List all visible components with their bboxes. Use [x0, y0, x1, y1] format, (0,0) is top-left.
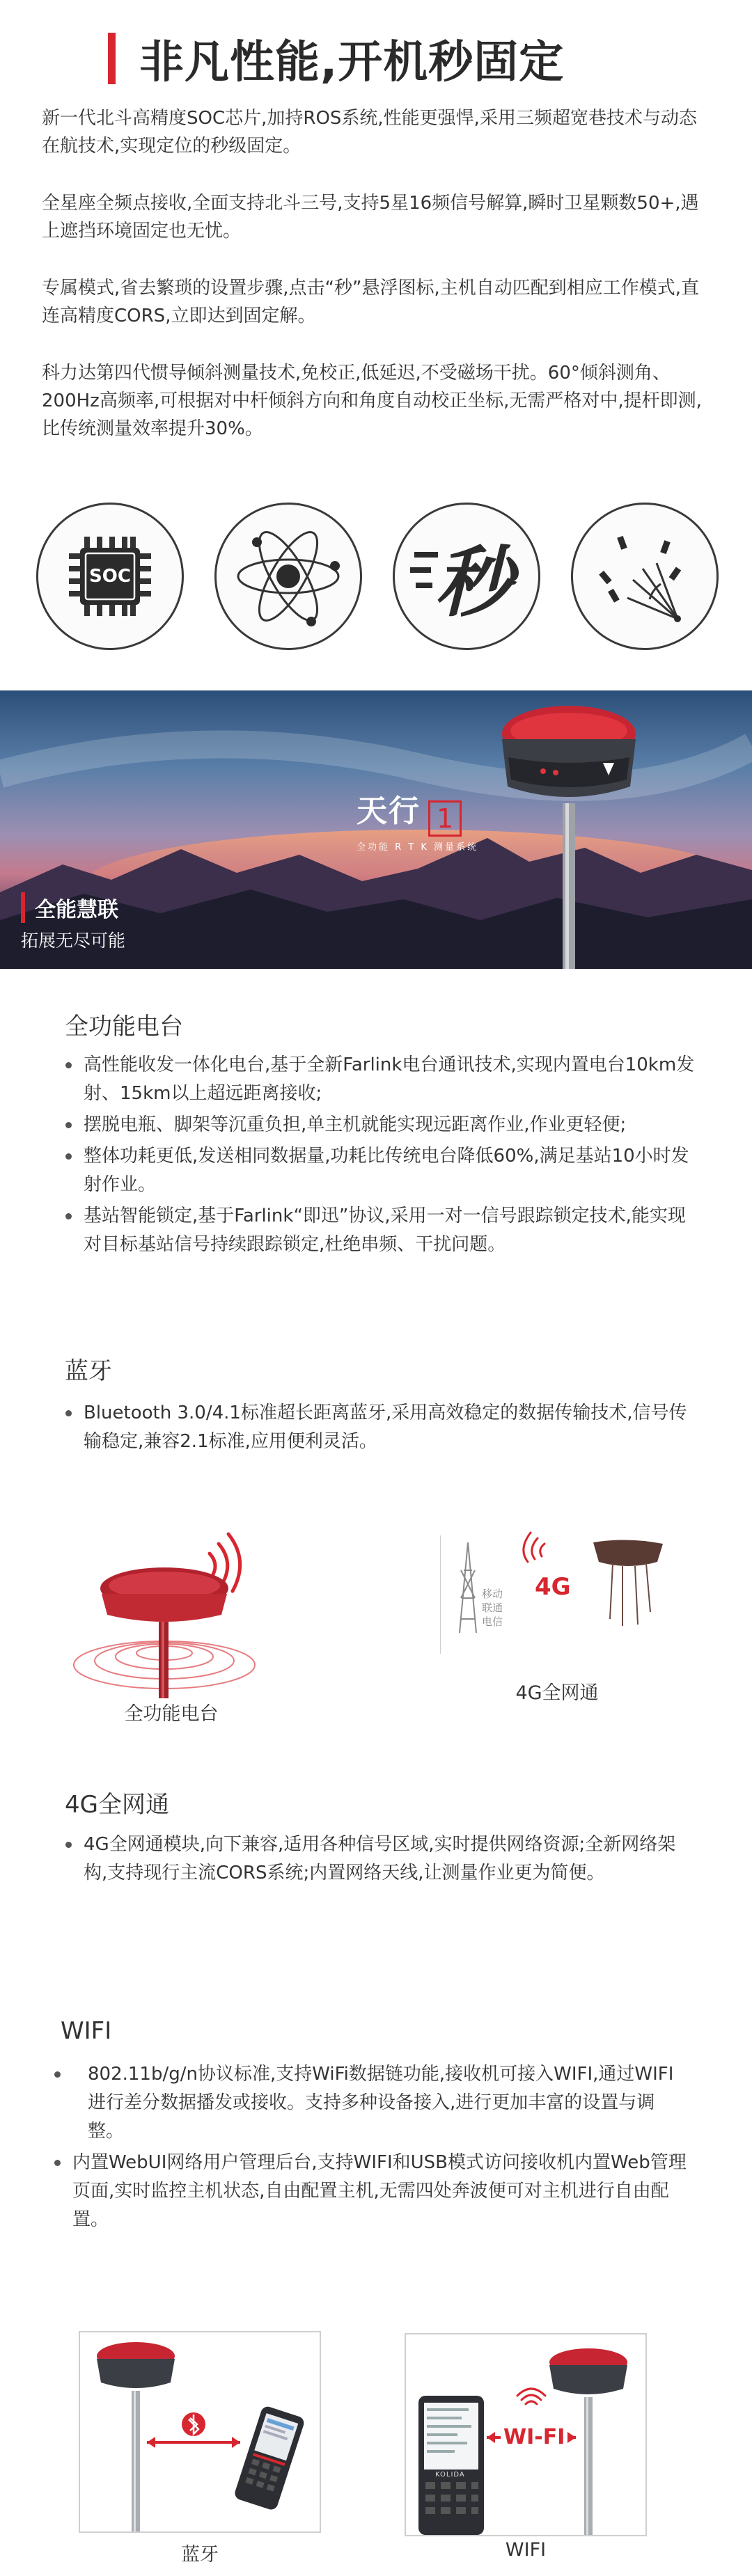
wifi-frame — [405, 2333, 647, 2536]
second-fix-icon — [393, 503, 540, 650]
list-item: 高性能收发一体化电台,基于全新Farlink电台通讯技术,实现内置电台10km发射、15km以上超远距离接收; — [64, 1051, 698, 1108]
feature-icons — [36, 503, 719, 650]
bluetooth-feature-list — [64, 1399, 698, 1459]
hero-title — [108, 26, 564, 90]
tilt-measure-icon — [571, 503, 719, 650]
section-title-network: 4G全网通 — [65, 1791, 169, 1819]
logo-subtitle: 全功能 R T K 测量系统 — [357, 841, 479, 853]
title-accent-bar — [108, 33, 116, 84]
list-item: 基站智能锁定,基于Farlink“即迅”协议,采用一对一信号跟踪锁定技术,能实现对目标基站信号持续跟踪锁定,杜绝串频、干扰问题。 — [64, 1202, 698, 1259]
list-item: 内置WebUI网络用户管理后台,支持WIFI和USB模式访问接收机内置Web管理页面,实时监控主机状态,自由配置主机,无需四处奔波便可对主机进行自由配置。 — [53, 2149, 687, 2234]
radio-caption: 全功能电台 — [124, 1703, 219, 1725]
tower-label: 移动 — [482, 1588, 503, 1600]
list-item: 4G全网通模块,向下兼容,适用各种信号区域,实时提供网络资源;全新网络架构,支持现行主流CORS系统;内置网络天线,让测量作业更为简便。 — [64, 1831, 698, 1888]
bluetooth-frame — [79, 2331, 321, 2533]
section-title-bluetooth: 蓝牙 — [65, 1357, 112, 1385]
radio-feature-list — [64, 1051, 698, 1262]
intro-paragraph: 新一代北斗高精度SOC芯片,加持ROS系统,性能更强悍,采用三频超宽巷技术与动态在航技术,实现定位的秒级固定。 — [42, 108, 697, 157]
section-title-radio: 全功能电台 — [65, 1013, 183, 1041]
network-caption: 4G全网通 — [515, 1682, 599, 1704]
intro-paragraph: 科力达第四代惯导倾斜测量技术,免校正,低延迟,不受磁场干扰。60°倾斜测角、200Hz高频率,可根据对中杆倾斜方向和角度自动校正坐标,无需严格对中,提杆即测,比传统测量效率提升30%。 — [42, 363, 702, 439]
tower-labels — [482, 1587, 503, 1629]
list-item: 摆脱电瓶、脚架等沉重负担,单主机就能实现远距离作业,作业更轻便; — [64, 1111, 698, 1139]
bluetooth-caption: 蓝牙 — [181, 2544, 219, 2566]
network-badge: 4G — [535, 1573, 571, 1601]
second-glyph: 秒 — [435, 538, 512, 627]
tagline-subtitle: 拓展无尽可能 — [21, 931, 126, 951]
intro-paragraph: 全星座全频点接收,全面支持北斗三号,支持5星16频信号解算,瞬时卫星颗数50+,遇上遮挡环境固定也无忧。 — [42, 193, 699, 242]
logo-text: 天行 — [357, 793, 421, 829]
tower-label: 联通 — [482, 1602, 503, 1614]
soc-chip-label: SOC — [89, 566, 131, 587]
tagline-title: 全能慧联 — [21, 892, 125, 923]
section-title-wifi: WIFI — [61, 2017, 112, 2045]
banner-logo — [357, 786, 478, 853]
banner-tagline — [21, 892, 125, 952]
list-item: Bluetooth 3.0/4.1标准超长距离蓝牙,采用高效稳定的数据传输技术,信号传输稳定,兼容2.1标准,应用便利灵活。 — [64, 1399, 698, 1456]
wifi-badge: WI-FI — [501, 2425, 567, 2449]
network-illustration — [440, 1528, 677, 1684]
product-banner — [0, 690, 752, 969]
page-title: 非凡性能,开机秒固定 — [139, 37, 565, 88]
wifi-feature-list — [53, 2060, 687, 2237]
list-item: 整体功耗更低,发送相同数据量,功耗比传统电台降低60%,满足基站10小时发射作业。 — [64, 1142, 698, 1199]
soc-chip-icon — [36, 503, 184, 650]
radio-illustration — [67, 1524, 276, 1701]
handheld-brand: KOLIDA — [435, 2471, 465, 2479]
list-item: 802.11b/g/n协议标准,支持WiFi数据链功能,接收机可接入WIFI,通过WIFI进行差分数据播发或接收。支持多种设备接入,进行更加丰富的设置与调整。 — [53, 2060, 687, 2146]
intro-text — [42, 104, 710, 472]
logo-number: 1 — [428, 800, 462, 837]
atom-icon — [214, 503, 362, 650]
tower-label: 电信 — [482, 1615, 503, 1628]
wifi-caption: WIFI — [505, 2539, 547, 2561]
intro-paragraph: 专属模式,省去繁琐的设置步骤,点击“秒”悬浮图标,主机自动匹配到相应工作模式,直连高精度CORS,立即达到固定解。 — [42, 278, 699, 326]
network-feature-list — [64, 1831, 698, 1890]
